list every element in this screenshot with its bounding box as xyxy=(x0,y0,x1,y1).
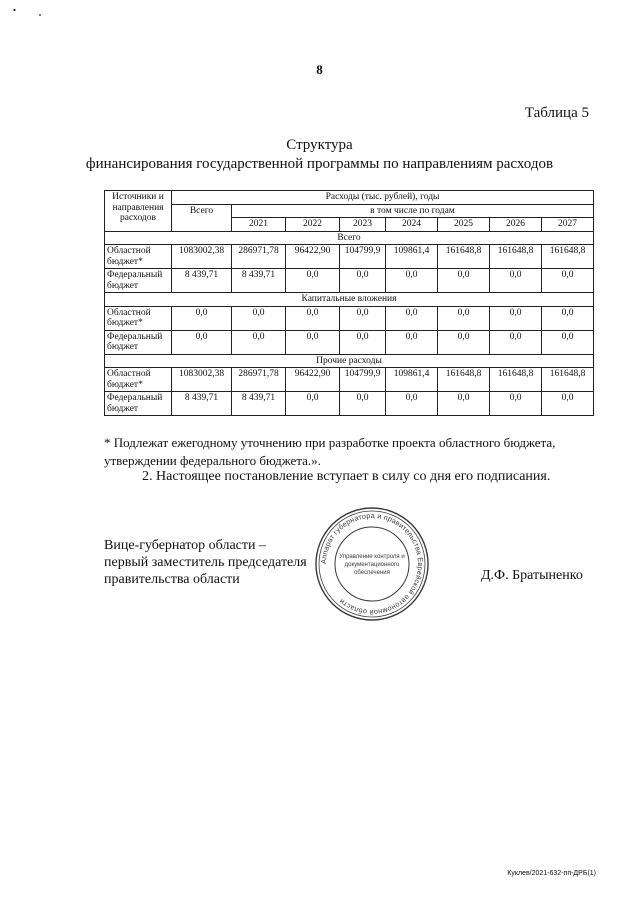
cell-year-value: 0,0 xyxy=(286,269,340,293)
effective-clause: 2. Настоящее постановление вступает в силу со дня его подписания. xyxy=(142,469,551,484)
table-row xyxy=(105,368,594,392)
cell-total: 0,0 xyxy=(172,330,232,354)
cell-total: 0,0 xyxy=(172,306,232,330)
signatory-title-line: Вице-губернатор области – xyxy=(104,538,266,553)
cell-year-value: 0,0 xyxy=(438,269,490,293)
stamp-outer-text: Аппарат губернатора и правительства Еврейской автономной области xyxy=(318,510,426,618)
cell-year-value: 109861,4 xyxy=(386,368,438,392)
cell-year-value: 8 439,71 xyxy=(232,269,286,293)
cell-year-value: 0,0 xyxy=(542,269,594,293)
cell-year-value: 0,0 xyxy=(490,306,542,330)
cell-year-value: 0,0 xyxy=(542,392,594,416)
cell-year-value: 0,0 xyxy=(542,330,594,354)
cell-year-value: 0,0 xyxy=(286,306,340,330)
table-row xyxy=(105,306,594,330)
cell-year-value: 0,0 xyxy=(490,330,542,354)
signatory-title-line: правительства области xyxy=(104,572,240,587)
row-source: Федеральный бюджет xyxy=(105,330,172,354)
financing-table xyxy=(104,190,594,416)
table-row xyxy=(105,245,594,269)
cell-year-value: 0,0 xyxy=(286,330,340,354)
row-source: Областной бюджет* xyxy=(105,245,172,269)
header-year: 2025 xyxy=(438,218,490,232)
cell-year-value: 0,0 xyxy=(232,330,286,354)
table-body xyxy=(105,231,594,416)
signatory-title-line: первый заместитель председателя xyxy=(104,555,307,570)
cell-year-value: 0,0 xyxy=(490,392,542,416)
cell-year-value: 96422,90 xyxy=(286,245,340,269)
cell-year-value: 0,0 xyxy=(340,330,386,354)
cell-total: 1083002,38 xyxy=(172,245,232,269)
section-title: Прочие расходы xyxy=(105,354,594,368)
cell-year-value: 0,0 xyxy=(340,269,386,293)
cell-year-value: 0,0 xyxy=(438,392,490,416)
cell-year-value: 104799,9 xyxy=(340,245,386,269)
cell-year-value: 161648,8 xyxy=(438,245,490,269)
document-footer-code: Куклев/2021-632-пп-ДРБ(1) xyxy=(507,870,596,877)
cell-year-value: 0,0 xyxy=(340,392,386,416)
title-line-1: Структура xyxy=(286,137,353,153)
table-row xyxy=(105,269,594,293)
cell-year-value: 0,0 xyxy=(386,306,438,330)
header-year: 2023 xyxy=(340,218,386,232)
cell-year-value: 286971,78 xyxy=(232,245,286,269)
header-year: 2021 xyxy=(232,218,286,232)
row-source: Федеральный бюджет xyxy=(105,269,172,293)
table-row xyxy=(105,330,594,354)
cell-year-value: 161648,8 xyxy=(542,368,594,392)
cell-year-value: 161648,8 xyxy=(490,368,542,392)
stamp-inner-line: документационного xyxy=(344,562,400,568)
header-year: 2027 xyxy=(542,218,594,232)
section-row xyxy=(105,231,594,245)
footnote-line-2: утверждении федерального бюджета.». xyxy=(104,453,321,468)
cell-year-value: 96422,90 xyxy=(286,368,340,392)
cell-year-value: 0,0 xyxy=(386,392,438,416)
page-number: 8 xyxy=(316,62,323,77)
row-source: Федеральный бюджет xyxy=(105,392,172,416)
footnote xyxy=(104,434,591,470)
cell-year-value: 0,0 xyxy=(438,306,490,330)
cell-total: 1083002,38 xyxy=(172,368,232,392)
cell-year-value: 286971,78 xyxy=(232,368,286,392)
cell-total: 8 439,71 xyxy=(172,269,232,293)
header-year: 2022 xyxy=(286,218,340,232)
stamp-inner-line: обеспечения xyxy=(354,570,390,576)
table-row xyxy=(105,392,594,416)
row-source: Областной бюджет* xyxy=(105,368,172,392)
header-total: Всего xyxy=(172,204,232,231)
cell-year-value: 109861,4 xyxy=(386,245,438,269)
header-year: 2024 xyxy=(386,218,438,232)
cell-year-value: 0,0 xyxy=(386,269,438,293)
section-title: Капитальные вложения xyxy=(105,293,594,307)
table-label: Таблица 5 xyxy=(524,105,589,121)
cell-year-value: 104799,9 xyxy=(340,368,386,392)
title-line-2: финансирования государственной программы по направлениям расходов xyxy=(85,156,554,172)
cell-year-value: 161648,8 xyxy=(438,368,490,392)
table-header xyxy=(105,191,594,232)
header-including: в том числе по годам xyxy=(232,204,594,218)
cell-year-value: 0,0 xyxy=(286,392,340,416)
row-source: Областной бюджет* xyxy=(105,306,172,330)
cell-year-value: 0,0 xyxy=(490,269,542,293)
scan-specks xyxy=(13,6,53,24)
cell-year-value: 0,0 xyxy=(232,306,286,330)
signatory-name: Д.Ф. Братыненко xyxy=(481,568,583,583)
cell-year-value: 0,0 xyxy=(542,306,594,330)
signatory-title xyxy=(104,537,307,588)
section-title: Всего xyxy=(105,231,594,245)
header-year: 2026 xyxy=(490,218,542,232)
footnote-line-1: * Подлежат ежегодному уточнению при разработке проекта областного бюджета, xyxy=(104,435,556,450)
cell-year-value: 0,0 xyxy=(340,306,386,330)
cell-year-value: 0,0 xyxy=(438,330,490,354)
cell-year-value: 161648,8 xyxy=(490,245,542,269)
table-title xyxy=(0,136,639,174)
official-stamp xyxy=(313,505,431,623)
cell-year-value: 161648,8 xyxy=(542,245,594,269)
cell-total: 8 439,71 xyxy=(172,392,232,416)
cell-year-value: 8 439,71 xyxy=(232,392,286,416)
stamp-inner-line: Управление контроля и xyxy=(339,554,405,560)
section-row xyxy=(105,354,594,368)
cell-year-value: 0,0 xyxy=(386,330,438,354)
header-expenses: Расходы (тыс. рублей), годы xyxy=(172,191,594,205)
section-row xyxy=(105,293,594,307)
header-sources: Источники и направления расходов xyxy=(105,191,172,232)
